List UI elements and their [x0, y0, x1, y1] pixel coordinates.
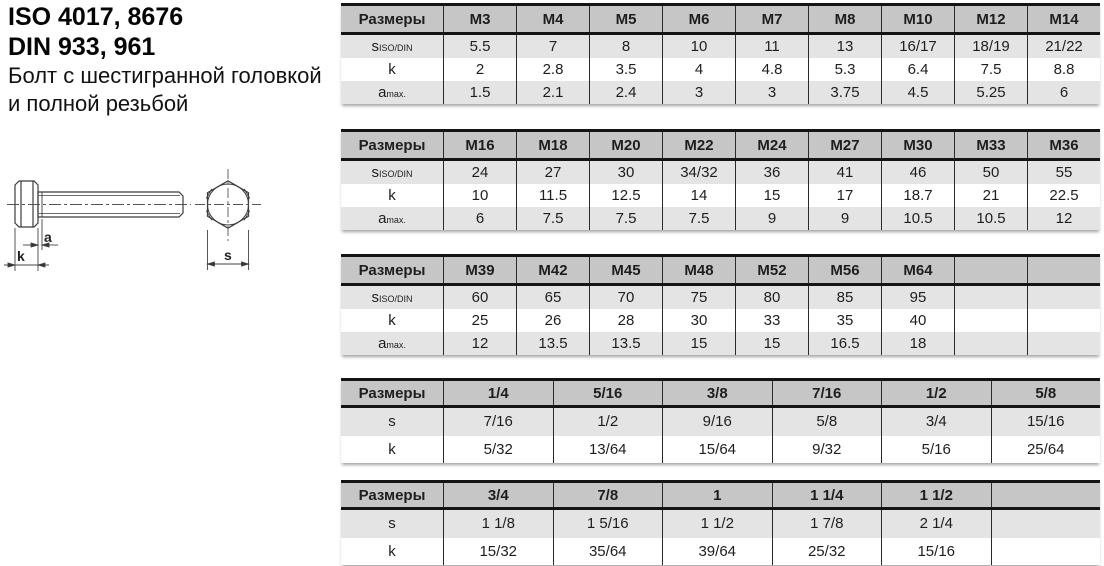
value-cell: 4.8	[735, 58, 808, 81]
size-column-header: 1/4	[443, 381, 553, 405]
value-cell: 12.5	[589, 184, 662, 207]
size-column-header	[1027, 257, 1100, 283]
value-cell: 55	[1027, 161, 1100, 184]
value-cell: 85	[808, 286, 881, 309]
value-cell: 10	[443, 184, 516, 207]
value-cell	[954, 332, 1027, 355]
value-cell: 25/32	[772, 538, 882, 566]
value-cell: 2	[443, 58, 516, 81]
description-line-2: и полной резьбой	[8, 91, 189, 116]
size-column-header: M6	[662, 6, 735, 32]
table-corner-label: Размеры	[358, 486, 426, 504]
value-cell: 65	[516, 286, 589, 309]
table-header-row	[341, 257, 1100, 286]
table-header-row	[341, 132, 1100, 161]
parameter-label: a max.	[378, 335, 406, 352]
value-cell: 1 1/8	[443, 510, 553, 538]
value-cell: 15/32	[443, 538, 553, 566]
size-column-header: M12	[954, 6, 1027, 32]
value-cell: 34/32	[662, 161, 735, 184]
size-column-header: M7	[735, 6, 808, 32]
standard-iso-title: ISO 4017, 8676	[8, 3, 184, 31]
value-cell: 3/4	[881, 408, 991, 436]
value-cell: 7.5	[589, 207, 662, 230]
size-column-header: M8	[808, 6, 881, 32]
value-cell: 7.5	[954, 58, 1027, 81]
size-column-header: M30	[881, 132, 954, 158]
size-column-header	[954, 257, 1027, 283]
value-cell: 25/64	[991, 436, 1101, 464]
value-cell: 8.8	[1027, 58, 1100, 81]
size-column-header: 1	[662, 483, 772, 507]
size-column-header: M64	[881, 257, 954, 283]
value-cell: 3.5	[589, 58, 662, 81]
dimension-label-s: s	[224, 247, 232, 263]
value-cell: 5.25	[954, 81, 1027, 104]
value-cell: 5/32	[443, 436, 553, 464]
size-column-header: M5	[589, 6, 662, 32]
value-cell: 1/2	[553, 408, 663, 436]
size-column-header: M42	[516, 257, 589, 283]
value-cell: 4.5	[881, 81, 954, 104]
dimension-table-4	[341, 378, 1100, 463]
size-column-header: M27	[808, 132, 881, 158]
table-row	[341, 510, 1100, 538]
value-cell: 95	[881, 286, 954, 309]
table-row	[341, 81, 1100, 104]
table-row	[341, 286, 1100, 309]
size-column-header: 7/16	[772, 381, 882, 405]
value-cell: 12	[443, 332, 516, 355]
table-corner-label: Размеры	[358, 384, 426, 402]
value-cell: 30	[589, 161, 662, 184]
value-cell: 28	[589, 309, 662, 332]
value-cell: 9	[735, 207, 808, 230]
value-cell: 9/32	[772, 436, 882, 464]
value-cell: 6.4	[881, 58, 954, 81]
size-column-header: M24	[735, 132, 808, 158]
value-cell: 60	[443, 286, 516, 309]
value-cell: 7.5	[516, 207, 589, 230]
value-cell: 4	[662, 58, 735, 81]
value-cell: 10.5	[954, 207, 1027, 230]
value-cell: 1 1/2	[662, 510, 772, 538]
parameter-label: s ISO/DIN	[371, 38, 413, 55]
table-header-row	[341, 6, 1100, 35]
size-column-header: M14	[1027, 6, 1100, 32]
dimension-table-5	[341, 480, 1100, 565]
value-cell: 5/8	[772, 408, 882, 436]
value-cell: 2.4	[589, 81, 662, 104]
parameter-label: s ISO/DIN	[371, 164, 413, 181]
value-cell	[954, 286, 1027, 309]
parameter-label: s	[388, 515, 396, 533]
value-cell: 40	[881, 309, 954, 332]
value-cell: 80	[735, 286, 808, 309]
table-header-row	[341, 483, 1100, 510]
parameter-label: k	[388, 542, 396, 560]
parameter-label: s ISO/DIN	[371, 289, 413, 306]
value-cell: 33	[735, 309, 808, 332]
value-cell: 15/16	[991, 408, 1101, 436]
table-header-row	[341, 381, 1100, 408]
value-cell: 6	[1027, 81, 1100, 104]
value-cell: 6	[443, 207, 516, 230]
value-cell: 15	[735, 184, 808, 207]
size-column-header: M48	[662, 257, 735, 283]
bolt-side-view	[15, 181, 183, 227]
parameter-label: k	[388, 312, 396, 329]
size-column-header: M33	[954, 132, 1027, 158]
value-cell	[991, 510, 1101, 538]
value-cell: 35/64	[553, 538, 663, 566]
value-cell: 16.5	[808, 332, 881, 355]
value-cell	[1027, 309, 1100, 332]
parameter-label: k	[388, 61, 396, 78]
value-cell: 18.7	[881, 184, 954, 207]
table-row	[341, 408, 1100, 436]
value-cell: 25	[443, 309, 516, 332]
value-cell: 46	[881, 161, 954, 184]
value-cell: 36	[735, 161, 808, 184]
value-cell: 50	[954, 161, 1027, 184]
value-cell: 10	[662, 35, 735, 58]
dimension-label-a: a	[44, 229, 52, 245]
size-column-header: M4	[516, 6, 589, 32]
size-column-header: 1 1/4	[772, 483, 882, 507]
value-cell	[1027, 286, 1100, 309]
table-row	[341, 58, 1100, 81]
value-cell: 7.5	[662, 207, 735, 230]
value-cell: 39/64	[662, 538, 772, 566]
value-cell: 12	[1027, 207, 1100, 230]
value-cell: 13.5	[516, 332, 589, 355]
table-corner-label: Размеры	[358, 136, 426, 154]
size-column-header: 7/8	[553, 483, 663, 507]
value-cell: 3	[662, 81, 735, 104]
parameter-label: a max.	[378, 210, 406, 227]
value-cell: 70	[589, 286, 662, 309]
dimension-label-k: k	[17, 248, 25, 264]
value-cell: 18/19	[954, 35, 1027, 58]
bolt-technical-drawing	[0, 0, 300, 290]
value-cell: 5.5	[443, 35, 516, 58]
size-column-header: M52	[735, 257, 808, 283]
value-cell: 7/16	[443, 408, 553, 436]
dimension-table-3	[341, 254, 1100, 355]
value-cell: 2.8	[516, 58, 589, 81]
parameter-label: k	[388, 440, 396, 458]
standard-din-title: DIN 933, 961	[8, 33, 156, 61]
size-column-header: 3/4	[443, 483, 553, 507]
description-line-1: Болт с шестигранной головкой	[8, 63, 322, 88]
value-cell: 2 1/4	[881, 510, 991, 538]
dimension-table-2	[341, 129, 1100, 230]
value-cell: 2.1	[516, 81, 589, 104]
table-row	[341, 161, 1100, 184]
value-cell: 10.5	[881, 207, 954, 230]
table-row	[341, 184, 1100, 207]
value-cell: 3.75	[808, 81, 881, 104]
size-column-header: M45	[589, 257, 662, 283]
value-cell: 35	[808, 309, 881, 332]
value-cell: 15/64	[662, 436, 772, 464]
value-cell: 9/16	[662, 408, 772, 436]
value-cell: 18	[881, 332, 954, 355]
table-row	[341, 436, 1100, 464]
size-column-header: 3/8	[662, 381, 772, 405]
value-cell: 15	[735, 332, 808, 355]
size-column-header: M16	[443, 132, 516, 158]
value-cell	[1027, 332, 1100, 355]
value-cell: 27	[516, 161, 589, 184]
size-column-header: M20	[589, 132, 662, 158]
table-row	[341, 207, 1100, 230]
value-cell: 13	[808, 35, 881, 58]
dimension-table-1	[341, 3, 1100, 104]
value-cell: 11	[735, 35, 808, 58]
value-cell	[954, 309, 1027, 332]
size-column-header: 5/16	[553, 381, 663, 405]
value-cell: 15/16	[881, 538, 991, 566]
value-cell: 30	[662, 309, 735, 332]
value-cell: 1 7/8	[772, 510, 882, 538]
size-column-header: M10	[881, 6, 954, 32]
value-cell: 75	[662, 286, 735, 309]
value-cell: 21/22	[1027, 35, 1100, 58]
value-cell: 14	[662, 184, 735, 207]
size-column-header: M36	[1027, 132, 1100, 158]
size-column-header: 5/8	[991, 381, 1101, 405]
value-cell: 5/16	[881, 436, 991, 464]
size-column-header: M18	[516, 132, 589, 158]
value-cell: 16/17	[881, 35, 954, 58]
value-cell: 17	[808, 184, 881, 207]
table-row	[341, 332, 1100, 355]
table-row	[341, 309, 1100, 332]
value-cell: 8	[589, 35, 662, 58]
value-cell: 15	[662, 332, 735, 355]
size-column-header: M39	[443, 257, 516, 283]
size-column-header: M3	[443, 6, 516, 32]
size-column-header: 1/2	[881, 381, 991, 405]
value-cell: 22.5	[1027, 184, 1100, 207]
value-cell: 21	[954, 184, 1027, 207]
value-cell: 9	[808, 207, 881, 230]
value-cell: 26	[516, 309, 589, 332]
value-cell: 3	[735, 81, 808, 104]
value-cell: 13/64	[553, 436, 663, 464]
table-corner-label: Размеры	[358, 261, 426, 279]
value-cell: 24	[443, 161, 516, 184]
table-row	[341, 35, 1100, 58]
value-cell: 1 5/16	[553, 510, 663, 538]
value-cell: 11.5	[516, 184, 589, 207]
size-column-header: 1 1/2	[881, 483, 991, 507]
table-corner-label: Размеры	[358, 10, 426, 28]
value-cell: 7	[516, 35, 589, 58]
value-cell: 5.3	[808, 58, 881, 81]
value-cell: 13.5	[589, 332, 662, 355]
value-cell: 1.5	[443, 81, 516, 104]
parameter-label: k	[388, 187, 396, 204]
size-column-header: M56	[808, 257, 881, 283]
value-cell	[991, 538, 1101, 566]
table-row	[341, 538, 1100, 566]
size-column-header: M22	[662, 132, 735, 158]
size-column-header	[991, 483, 1101, 507]
value-cell: 41	[808, 161, 881, 184]
parameter-label: s	[388, 413, 396, 431]
parameter-label: a max.	[378, 84, 406, 101]
